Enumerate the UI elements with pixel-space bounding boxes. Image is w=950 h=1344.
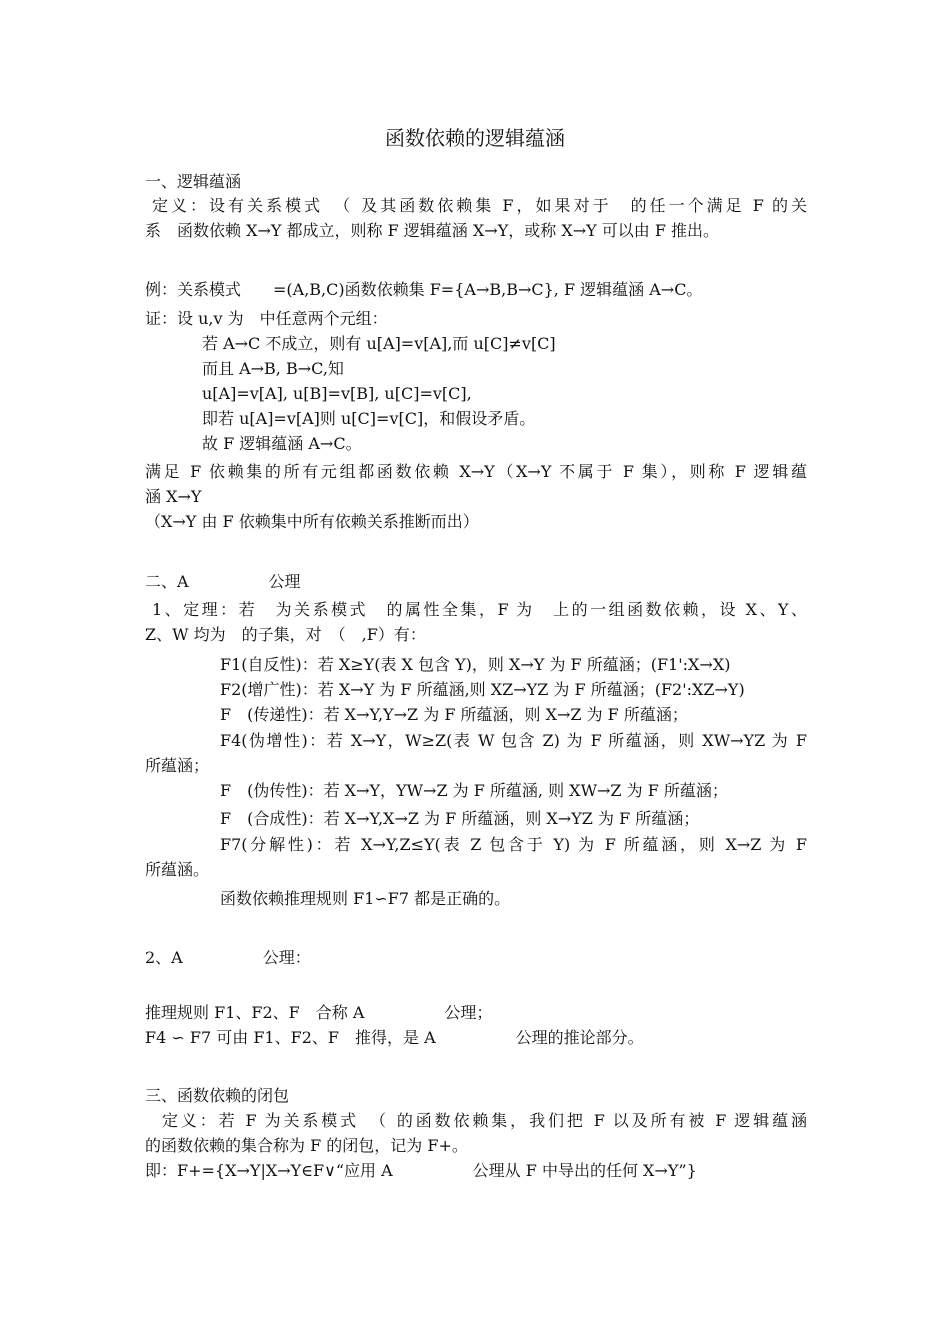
section1-summary-line2: 涵 X→Y: [145, 487, 202, 506]
rule-f7-continuation: 所蕴涵。: [145, 860, 210, 879]
section2-heading: 二、A 公理: [145, 572, 301, 591]
section2-theorem-line2: Z、W 均为 的子集，对 （ ,F）有：: [145, 625, 426, 644]
section1-summary-note: （X→Y 由 F 依赖集中所有依赖关系推断而出）: [145, 512, 479, 531]
rule-f7: F7(分解性)：若 X→Y,Z≤Y(表 Z 包含于 Y) 为 F 所蕴涵，则 X→Z 为 F: [220, 835, 807, 854]
section3-heading: 三、函数依赖的闭包: [145, 1086, 290, 1105]
proof-step-3: u[A]=v[A], u[B]=v[B], u[C]=v[C],: [202, 384, 472, 403]
rule-f4-continuation: 所蕴涵；: [145, 756, 210, 775]
section1-definition-line2: 系 函数依赖 X→Y 都成立，则称 F 逻辑蕴涵 X→Y，或称 X→Y 可以由 F 推出。: [145, 221, 720, 240]
section3-closure-formula: 即：F+={X→Y|X→Y∈F∨“应用 A 公理从 F 中导出的任何 X→Y”}: [145, 1161, 697, 1180]
proof-step-1: 若 A→C 不成立，则有 u[A]=v[A],而 u[C]≠v[C]: [202, 334, 556, 353]
section2-sub2-line2: F4 ∽ F7 可由 F1、F2、F 推得，是 A 公理的推论部分。: [145, 1028, 644, 1047]
rules-correct-statement: 函数依赖推理规则 F1∽F7 都是正确的。: [220, 889, 511, 908]
section2-theorem-line1: 1、定理：若 为关系模式 的属性全集，F 为 上的一组函数依赖，设 X、Y、: [152, 600, 807, 619]
section1-summary-line1: 满足 F 依赖集的所有元组都函数依赖 X→Y（X→Y 不属于 F 集），则称 F 逻辑蕴: [145, 462, 807, 481]
section3-definition-line1: 定义：若 F 为关系模式 （ 的函数依赖集，我们把 F 以及所有被 F 逻辑蕴涵: [162, 1111, 807, 1130]
proof-step-4: 即若 u[A]=v[A]则 u[C]=v[C]，和假设矛盾。: [202, 409, 536, 428]
proof-step-5: 故 F 逻辑蕴涵 A→C。: [202, 434, 362, 453]
rule-f6: F (合成性)：若 X→Y,X→Z 为 F 所蕴涵，则 X→YZ 为 F 所蕴涵；: [220, 809, 700, 828]
document-title: 函数依赖的逻辑蕴涵: [385, 126, 565, 150]
proof-step-2: 而且 A→B, B→C,知: [202, 359, 344, 378]
section3-definition-line2: 的函数依赖的集合称为 F 的闭包，记为 F+。: [145, 1136, 468, 1155]
section1-definition-line1: 定义：设有关系模式 （ 及其函数依赖集 F，如果对于 的任一个满足 F 的关: [152, 196, 807, 215]
section1-heading: 一、逻辑蕴涵: [145, 172, 242, 191]
section2-sub2-line1: 推理规则 F1、F2、F 合称 A 公理；: [145, 1003, 493, 1022]
section1-example: 例：关系模式 =(A,B,C)函数依赖集 F={A→B,B→C}, F 逻辑蕴涵 A→C。: [145, 280, 703, 299]
rule-f2: F2(增广性)：若 X→Y 为 F 所蕴涵,则 XZ→YZ 为 F 所蕴涵；(F2':XZ→Y): [220, 680, 745, 699]
rule-f3: F (传递性)：若 X→Y,Y→Z 为 F 所蕴涵，则 X→Z 为 F 所蕴涵；: [220, 705, 688, 724]
rule-f4: F4(伪增性)：若 X→Y，W≥Z(表 W 包含 Z) 为 F 所蕴涵，则 XW→YZ 为 F: [220, 731, 807, 750]
rule-f5: F (伪传性)：若 X→Y，YW→Z 为 F 所蕴涵, 则 XW→Z 为 F 所蕴涵；: [220, 781, 728, 800]
rule-f1: F1(自反性)：若 X≥Y(表 X 包含 Y)，则 X→Y 为 F 所蕴涵；(F1':X→X): [220, 655, 731, 674]
section2-sub2-heading: 2、A 公理：: [145, 948, 311, 967]
section1-proof: 证：设 u,v 为 中任意两个元组：: [145, 309, 388, 328]
